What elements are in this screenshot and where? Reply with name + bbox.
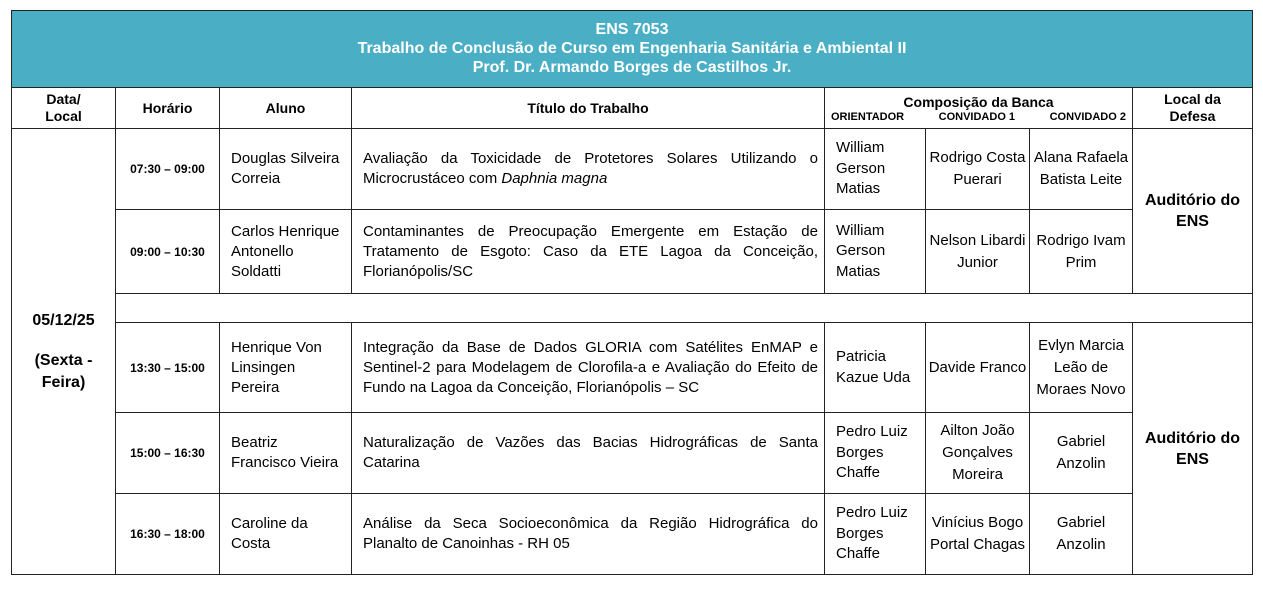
row-title: Avaliação da Toxicidade de Protetores Solares Utilizando o Microcrustáceo com Daphnia magna: [352, 129, 825, 210]
row-time: 09:00 – 10:30: [116, 210, 220, 294]
row-convidado2: Gabriel Anzolin: [1030, 494, 1133, 575]
row-convidado2: Gabriel Anzolin: [1030, 413, 1133, 494]
header-aluno: Aluno: [220, 88, 352, 129]
row-convidado1: Davide Franco: [926, 323, 1030, 413]
course-banner: [12, 11, 1253, 88]
table-row: [12, 413, 1253, 494]
date-weekday-2: Feira): [41, 373, 86, 391]
row-time: 15:00 – 16:30: [116, 413, 220, 494]
defense-schedule-table: [11, 10, 1253, 575]
row-convidado1: Nelson Libardi Junior: [926, 210, 1030, 294]
row-time: 16:30 – 18:00: [116, 494, 220, 575]
row-convidado1: Rodrigo Costa Puerari: [926, 129, 1030, 210]
header-data-local: Data/ Local: [12, 88, 116, 129]
row-convidado2: Alana Rafaela Batista Leite: [1030, 129, 1133, 210]
header-convidado2: CONVIDADO 2: [1049, 111, 1126, 123]
row-title-italic: Daphnia magna: [501, 170, 608, 187]
row-title: Integração da Base de Dados GLORIA com Satélites EnMAP e Sentinel-2 para Modelagem de Clorofila-a e Avaliação do Efeito de Fundo na Lagoa da Conceição, Florianópolis – SC: [352, 323, 825, 413]
professor-name: Prof. Dr. Armando Borges de Castilhos Jr.: [472, 58, 792, 76]
location-afternoon: Auditório do ENS: [1133, 323, 1253, 575]
row-orientador: Patricia Kazue Uda: [825, 323, 926, 413]
row-student: Caroline da Costa: [220, 494, 352, 575]
date-day: 05/12/25: [32, 311, 95, 329]
header-local: Local da Defesa: [1133, 88, 1253, 129]
row-student: Douglas Silveira Correia: [220, 129, 352, 210]
header-convidado1: CONVIDADO 1: [938, 111, 1016, 123]
table-row: [12, 129, 1253, 210]
row-orientador: William Gerson Matias: [825, 210, 926, 294]
row-convidado1: Vinícius Bogo Portal Chagas: [926, 494, 1030, 575]
banner-row: [12, 11, 1253, 88]
row-student: Beatriz Francisco Vieira: [220, 413, 352, 494]
column-header-row: [12, 88, 1253, 129]
table-row: [12, 323, 1253, 413]
row-title: Contaminantes de Preocupação Emergente em Estação de Tratamento de Esgoto: Caso da ETE Lagoa da Conceição, Florianópolis/SC: [352, 210, 825, 294]
row-time: 13:30 – 15:00: [116, 323, 220, 413]
header-titulo: Título do Trabalho: [352, 88, 825, 129]
row-convidado2: Evlyn Marcia Leão de Moraes Novo: [1030, 323, 1133, 413]
row-student: Carlos Henrique Antonello Soldatti: [220, 210, 352, 294]
date-cell: [12, 129, 116, 575]
row-student: Henrique Von Linsingen Pereira: [220, 323, 352, 413]
course-code: ENS 7053: [595, 20, 669, 38]
course-name: Trabalho de Conclusão de Curso em Engenharia Sanitária e Ambiental II: [357, 39, 907, 57]
row-orientador: Pedro Luiz Borges Chaffe: [825, 494, 926, 575]
row-title: Naturalização de Vazões das Bacias Hidrográficas de Santa Catarina: [352, 413, 825, 494]
header-banca: [825, 88, 1133, 129]
row-orientador: William Gerson Matias: [825, 129, 926, 210]
location-morning: Auditório do ENS: [1133, 129, 1253, 294]
header-orientador: ORIENTADOR: [831, 111, 905, 123]
row-convidado1: Ailton João Gonçalves Moreira: [926, 413, 1030, 494]
row-title: Análise da Seca Socioeconômica da Região Hidrográfica do Planalto de Canoinhas - RH 05: [352, 494, 825, 575]
row-orientador: Pedro Luiz Borges Chaffe: [825, 413, 926, 494]
date-weekday-1: (Sexta -: [34, 351, 93, 369]
table-row: [12, 494, 1253, 575]
banca-subheaders: [827, 110, 1130, 124]
row-time: 07:30 – 09:00: [116, 129, 220, 210]
header-horario: Horário: [116, 88, 220, 129]
row-convidado2: Rodrigo Ivam Prim: [1030, 210, 1133, 294]
break-row: [12, 294, 1253, 323]
banca-title: Composição da Banca: [903, 94, 1054, 110]
table-row: [12, 210, 1253, 294]
break-cell: [116, 294, 1253, 323]
